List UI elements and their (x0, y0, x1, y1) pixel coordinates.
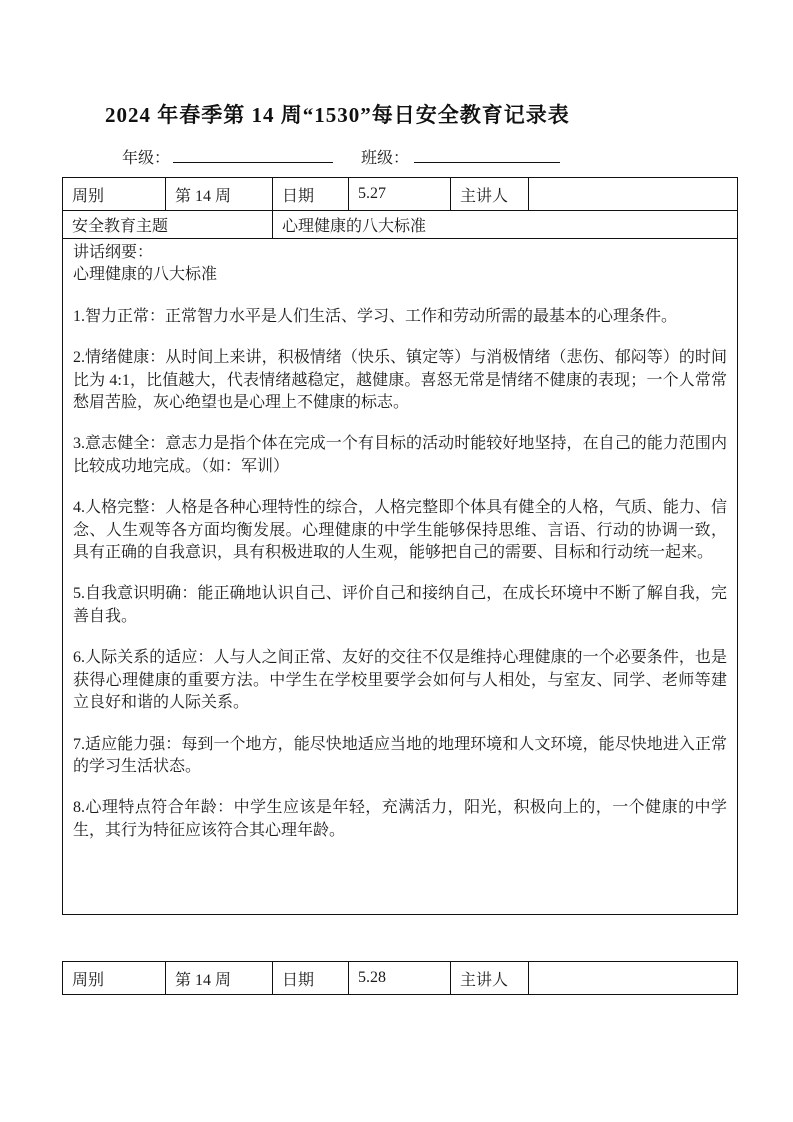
outline-content-cell (63, 239, 738, 915)
week-label-cell: 周别 (63, 962, 166, 995)
standard-paragraph-5: 5.自我意识明确：能正确地认识自己、评价自己和接纳自己，在成长环境中不断了解自我，完善自我。 (73, 585, 727, 625)
record-table-day2 (62, 961, 738, 995)
date-value-cell: 5.27 (349, 178, 451, 211)
table-row (63, 962, 738, 995)
grade-blank-field (173, 147, 333, 163)
standard-paragraph-7: 7.适应能力强：每到一个地方，能尽快地适应当地的地理环境和人文环境，能尽快地进入正常的学习生活状态。 (73, 735, 727, 775)
week-value-cell: 第 14 周 (166, 178, 273, 211)
standard-paragraph-1: 1.智力正常：正常智力水平是人们生活、学习、工作和劳动所需的最基本的心理条件。 (73, 307, 678, 325)
speaker-value-cell (529, 962, 738, 995)
date-label-cell: 日期 (273, 178, 349, 211)
outline-heading: 讲话纲要： (73, 244, 154, 261)
record-table-day1 (62, 177, 738, 915)
date-label-cell: 日期 (273, 962, 349, 995)
date-value-cell: 5.28 (349, 962, 451, 995)
speaker-value-cell (529, 178, 738, 211)
standard-paragraph-6: 6.人际关系的适应：人与人之间正常、友好的交往不仅是维持心理健康的一个必要条件，也是获得心理健康的重要方法。中学生在学校里要学会如何与人相处，与室友、同学、老师等建立良好和谐的人际关系。 (73, 649, 727, 712)
topic-label-cell: 安全教育主题 (63, 211, 273, 239)
week-value-cell: 第 14 周 (166, 962, 273, 995)
grade-class-line (122, 147, 560, 169)
speaker-label-cell: 主讲人 (451, 962, 529, 995)
document-title: 2024 年春季第 14 周“1530”每日安全教育记录表 (105, 103, 570, 127)
table-row (63, 239, 738, 915)
class-label: 班级： (361, 150, 410, 167)
grade-label: 年级： (122, 150, 171, 167)
week-label-cell: 周别 (63, 178, 166, 211)
standard-paragraph-8: 8.心理特点符合年龄：中学生应该是年轻，充满活力，阳光，积极向上的，一个健康的中学生，其行为特征应该符合其心理年龄。 (73, 799, 727, 839)
class-blank-field (414, 147, 560, 163)
outline-subheading: 心理健康的八大标准 (73, 266, 218, 284)
standard-paragraph-3: 3.意志健全：意志力是指个体在完成一个有目标的活动时能较好地坚持，在自己的能力范围内比较成功地完成。（如：军训） (73, 435, 727, 475)
standard-paragraph-4: 4.人格完整：人格是各种心理特性的综合，人格完整即个体具有健全的人格，气质、能力、信念、人生观等各方面均衡发展。心理健康的中学生能够保持思维、言语、行动的协调一致，具有正确的自我意识，具有积极进取的人生观，能够把自己的需要、目标和行动统一起来。 (73, 499, 727, 562)
topic-value-cell: 心理健康的八大标准 (273, 211, 738, 239)
table-row (63, 211, 738, 239)
speaker-label-cell: 主讲人 (451, 178, 529, 211)
standard-paragraph-2: 2.情绪健康：从时间上来讲，积极情绪（快乐、镇定等）与消极情绪（悲伤、郁闷等）的时间比为 4:1，比值越大，代表情绪越稳定，越健康。喜怒无常是情绪不健康的表现；一个人常常愁眉苦脸，灰心绝望也是心理上不健康的标志。 (73, 349, 727, 412)
table-row (63, 178, 738, 211)
